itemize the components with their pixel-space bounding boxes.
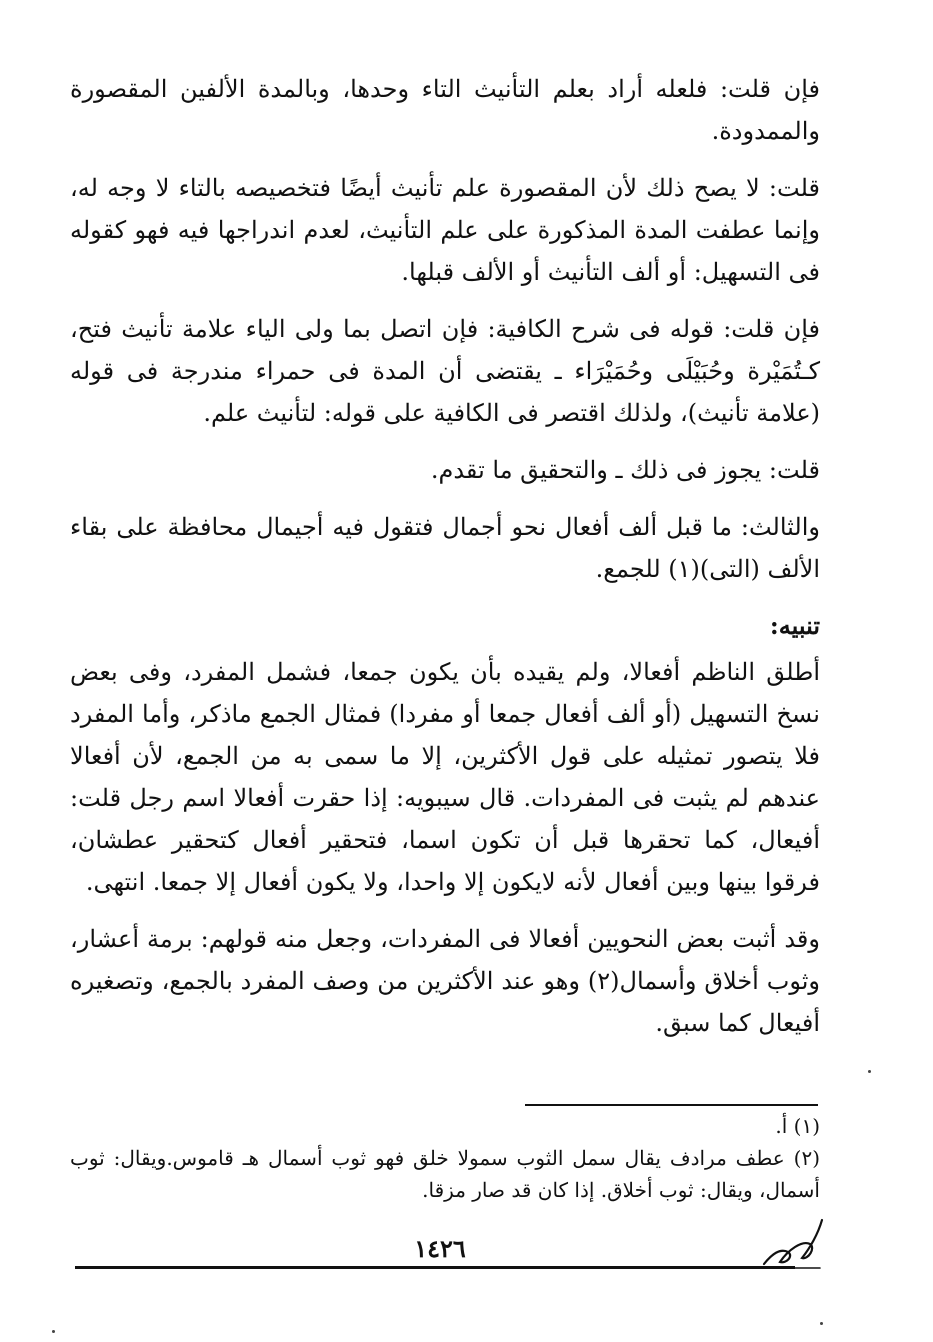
paragraph-2: قلت: لا يصح ذلك لأن المقصورة علم تأنيث أيضًا فتخصيصه بالتاء لا وجه له، وإنما عطفت المدة المذكورة على علم التأنيث، لعدم اندراجها فيه فهو كقوله فى التسهيل: أو ألف التأنيث أو الألف قبلها. (70, 174, 820, 286)
paragraph-1: فإن قلت: فلعله أراد بعلم التأنيث التاء وحدها، وبالمدة الألفين المقصورة والممدودة. (70, 75, 820, 145)
page-number: ١٤٢٦ (414, 1234, 466, 1263)
footnote-2: (٢) عطف مرادف يقال سمل الثوب سمولا خلق فهو ثوب أسمال هـ قاموس.ويقال: ثوب أسمال، ويقال: ثوب أخلاق. إذا كان قد صار مزقا. (70, 1146, 820, 1202)
scan-speck (868, 1070, 871, 1073)
footnote-divider (525, 1104, 818, 1106)
paragraph-5: والثالث: ما قبل ألف أفعال نحو أجمال فتقول فيه أجيمال محافظة على بقاء الألف (التى)(١) للجمع. (70, 513, 820, 583)
page-bottom-rule (75, 1266, 795, 1269)
notice-paragraph-1: أطلق الناظم أفعالا، ولم يقيده بأن يكون جمعا، فشمل المفرد، وفى بعض نسخ التسهيل (أو ألف أفعال جمعا أو مفردا) فمثال الجمع ماذكر، وأما المفرد فلا يتصور تمثيله على قول الأكثرين، إلا ما سمى به من الجمع، لأن أفعالا عندهم لم يثبت فى المفردات. قال سيبويه: إذا حقرت أفعالا اسم رجل قلت: أفيعال، كما تحقرها قبل أن تكون اسما، فتحقير أفعال كتحقير عطشان، فرقوا بينها وبين أفعال لأنه لايكون إلا واحدا، ولا يكون أفعال إلا جمعا. انتهى. (70, 658, 820, 896)
footnotes (70, 1110, 820, 1206)
signature-mark (758, 1210, 828, 1272)
scan-speck (820, 1322, 823, 1325)
paragraph-3: فإن قلت: قوله فى شرح الكافية: فإن اتصل بما ولى الياء علامة تأنيث فتح، كـتُمَيْرة وحُبَيْلَى وحُمَيْرَاء ـ يقتضى أن المدة فى حمراء مندرجة فى قوله (علامة تأنيث)، ولذلك اقتصر فى الكافية على قوله: لتأنيث علم. (70, 315, 820, 427)
footnote-1: (١) أ. (775, 1114, 820, 1138)
main-text (70, 68, 820, 1059)
scan-speck (52, 1330, 55, 1333)
paragraph-4: قلت: يجوز فى ذلك ـ والتحقيق ما تقدم. (430, 456, 820, 484)
notice-paragraph-2: وقد أثبت بعض النحويين أفعالا فى المفردات، وجعل منه قولهم: برمة أعشار، وثوب أخلاق وأسمال(٢) وهو عند الأكثرين من وصف المفرد بالجمع، وتصغيره أفيعال كما سبق. (70, 925, 820, 1037)
section-heading: تنبيه: (769, 611, 820, 640)
